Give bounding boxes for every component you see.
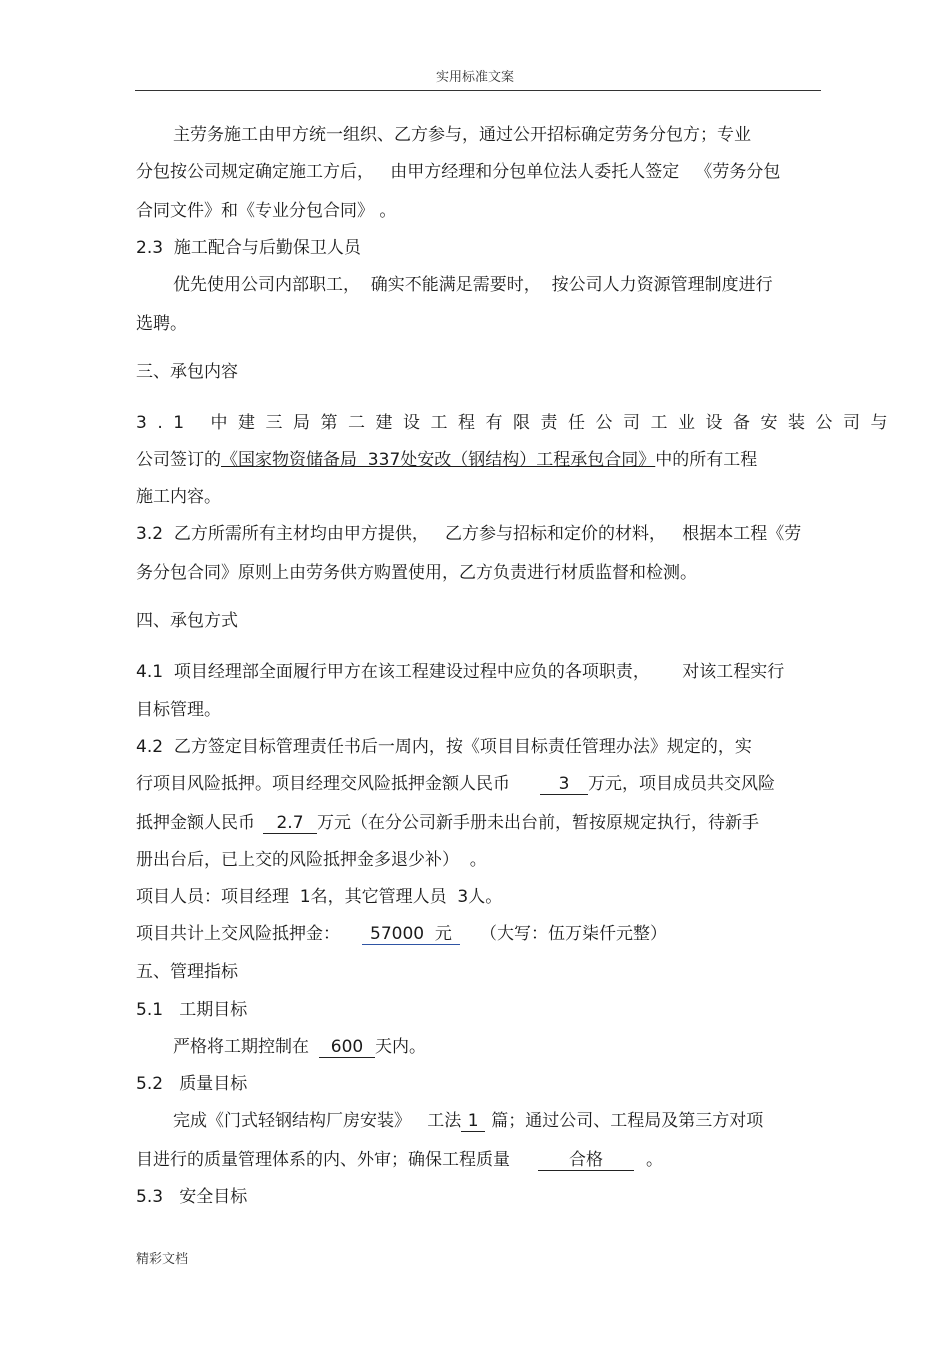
text-run: （大写：伍万柒仟元整）	[480, 924, 667, 944]
paragraph-line-spaced: 3.1 中建三局第二建设工程有限责任公司工业设备安装公司与	[136, 413, 898, 433]
text-run: 万元（在分公司新手册未出台前，暂按原规定执行，待新手	[317, 813, 759, 833]
member-deposit-value: 2.7	[263, 813, 317, 834]
paragraph-line: 施工内容。	[136, 487, 221, 507]
paragraph-line: 分包按公司规定确定施工方后， 由甲方经理和分包单位法人委托人签定 《劳务分包	[136, 162, 781, 182]
section-heading-2-3: 2.3 施工配合与后勤保卫人员	[136, 238, 361, 258]
paragraph-line: 目标管理。	[136, 700, 221, 720]
manager-deposit-value: 3	[540, 774, 588, 795]
text-run: 篇；通过公司、工程局及第三方对项	[491, 1111, 764, 1131]
paragraph-line: 合同文件》和《专业分包合同》 。	[136, 201, 397, 221]
paragraph-line	[136, 811, 759, 835]
text-run: 项目共计上交风险抵押金：	[136, 924, 340, 944]
paragraph-line: 优先使用公司内部职工， 确实不能满足需要时， 按公司人力资源管理制度进行	[173, 275, 773, 295]
paragraph-line: 册出台后，已上交的风险抵押金多退少补） 。	[136, 850, 487, 870]
text-run: 行项目风险抵押。项目经理交风险抵押金额人民币	[136, 774, 510, 794]
paragraph-line: 务分包合同》原则上由劳务供方购置使用，乙方负责进行材质监督和检测。	[136, 563, 697, 583]
section-heading-3: 三、承包内容	[136, 362, 238, 382]
quality-grade-value: 合格	[538, 1150, 634, 1171]
method-count-value: 1	[461, 1111, 485, 1132]
paragraph-line	[136, 448, 757, 472]
paragraph-line	[136, 1148, 663, 1172]
section-heading-5-3: 5.3 安全目标	[136, 1187, 248, 1207]
paragraph-line	[173, 1109, 763, 1133]
paragraph-line: 3.2 乙方所需所有主材均由甲方提供， 乙方参与招标和定价的材料， 根据本工程《劳	[136, 524, 802, 544]
page-footer: 精彩文档	[136, 1252, 189, 1267]
text-run: 抵押金额人民币	[136, 813, 255, 833]
paragraph-line: 4.1 项目经理部全面履行甲方在该工程建设过程中应负的各项职责， 对该工程实行	[136, 662, 785, 682]
section-heading-4: 四、承包方式	[136, 611, 238, 631]
duration-days-value: 600	[319, 1037, 375, 1058]
section-heading-5-1: 5.1 工期目标	[136, 1000, 248, 1020]
paragraph-line: 选聘。	[136, 314, 187, 334]
section-heading-5-2: 5.2 质量目标	[136, 1074, 248, 1094]
contract-title: 《国家物资储备局 337处安改（钢结构）工程承包合同》	[221, 450, 656, 470]
text-run: 。	[646, 1150, 663, 1170]
total-deposit-amount: 57000 元	[362, 924, 460, 945]
paragraph-line	[136, 772, 775, 796]
header-rule	[135, 90, 821, 91]
total-deposit-line	[136, 922, 667, 946]
paragraph-line: 主劳务施工由甲方统一组织、乙方参与，通过公开招标确定劳务分包方；专业	[173, 125, 751, 145]
project-staff-line: 项目人员：项目经理 1名，其它管理人员 3人。	[136, 887, 503, 907]
text-run: 万元，项目成员共交风险	[588, 774, 775, 794]
paragraph-line: 4.2 乙方签定目标管理责任书后一周内，按《项目目标责任管理办法》规定的，实	[136, 737, 752, 757]
section-heading-5: 五、管理指标	[136, 962, 238, 982]
paragraph-line	[173, 1035, 426, 1059]
text-run: 严格将工期控制在	[173, 1037, 309, 1057]
page-header: 实用标准文案	[435, 70, 514, 85]
text-run: 目进行的质量管理体系的内、外审；确保工程质量	[136, 1150, 510, 1170]
text-run: 完成《门式轻钢结构厂房安装》 工法	[173, 1111, 462, 1131]
text-run: 天内。	[375, 1037, 426, 1057]
text-run: 公司签订的	[136, 450, 221, 470]
text-run: 中的所有工程	[655, 450, 758, 470]
